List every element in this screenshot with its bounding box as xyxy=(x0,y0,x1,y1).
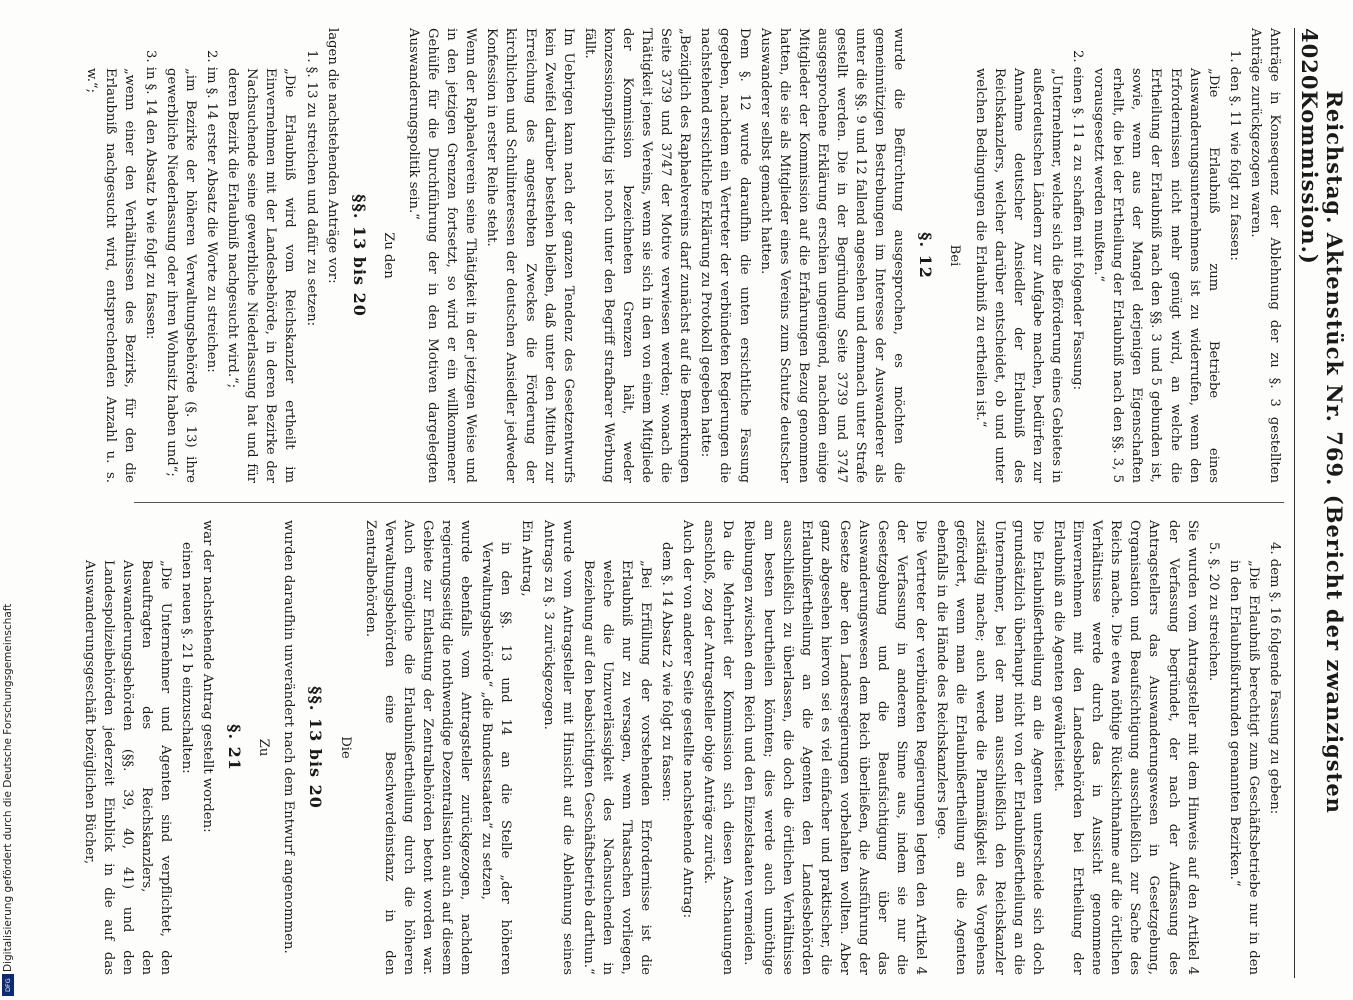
paragraph: Da die Mehrheit der Kommission sich diesen Anschauungen anschloß, zog der Antragsteller obige Anträge zurück. xyxy=(701,520,736,975)
funding-note-text: Digitalisierung gefördert durch die Deutsche Forschungsgemeinschaft xyxy=(2,603,14,972)
paragraph: Die Erlaubnißertheilung an die Agenten unterscheide sich doch grundsätzlich überhaupt nicht von der Erlaubnißertheilung an die Unternehmer, bei der man ausschließlich den Reichskanzler zuständig mache; auch werde die Planmäßigkeit des Vorgehens gefördert, wenn man die Erlaubnißertheilung an die Agenten ebenfalls in die Hände des Reichskanzlers lege. xyxy=(934,520,1045,975)
paragraph: „Die Erlaubniß zum Betriebe eines Auswanderungsunternehmens ist zu widerrufen, wenn den Erfordernissen nicht mehr genügt wird, an welche die Ertheilung der Erlaubniß nach den §§. 3 und 5 gebunden ist, sowie, wenn aus der Mangel derjenigen Eigenschaften erhellt, die bei der Ertheilung der Erlaubniß nach den §§. 3, 5 vorausgesetzt werden mußten.“ xyxy=(1091,68,1221,483)
document-page xyxy=(28,28,1347,978)
paragraph: Zu xyxy=(256,738,272,757)
paragraph: „im Bezirke der höheren Verwaltungsbehörde (§. 13) ihre gewerbliche Niederlassung oder ihren Wohnsitz haben und“; xyxy=(163,68,199,483)
page-title: Reichstag. Aktenstück Nr. 769. (Bericht der zwanzigsten Kommission.) xyxy=(1297,90,1347,814)
paragraph: Auch der von anderer Seite gestellte nachstehende Antrag: xyxy=(680,520,696,919)
paragraph: „Unternehmer, welche sich die Beförderung eines Gebietes in außerdeutschen Ländern zur Aufgabe machen, bedürfen zur Annahme deutscher Ansiedler der Erlaubniß des Reichskanzlers, welcher darüber entscheidet, ob und unter welchen Bedingungen die Erlaubniß zu ertheilen ist.“ xyxy=(972,68,1064,483)
paragraph: 1. §. 13 zu streichen und dafür zu setzen: xyxy=(303,50,319,327)
paragraph: 5. §. 20 zu streichen. xyxy=(1205,542,1221,682)
paragraph: „Bezüglich des Raphaelvereins darf zunächst auf die Bemerkungen Seite 3739 und 3747 der Motive verwiesen werden; wonach die Thätigkeit jenes Vereins, wenn sie sich in den von einem Mitgliede der Kommission bezeichneten Grenzen hält, weder konzessionspflichtig ist noch unter den Begriff strafbarer Werbung fällt. xyxy=(581,28,693,483)
paragraph: Bei xyxy=(947,244,963,267)
paragraph: einen neuen §. 21 b einzuschalten: xyxy=(179,542,195,774)
rotated-content xyxy=(28,28,1347,978)
paragraph: Die Vertreter der verbündeten Regierungen legten den Artikel 4 der Verfassung in anderem Sinne aus, indem sie nur die Gesetzgebung und die Beaufsichtigung über das Auswanderungswesen dem Reich überließen, die Ausführung der Gesetze aber den Landesregierungen vorbehalten wollten. Aber ganz abgesehen hiervon sei es viel einfacher und praktischer, die Erlaubnißertheilung an die Agenten den Landesbehörden ausschließlich zu überlassen, die doch die örtlichen Verhältnisse am besten beurtheilen könnten; dies werde auch unnöthige Reibungen zwischen dem Reich und den Einzelstaaten vermeiden. xyxy=(741,520,929,975)
section-heading: §. 12 xyxy=(916,232,936,279)
section-heading: §§. 13 bis 20 xyxy=(349,194,369,317)
paragraph: in den §§. 13 und 14 an die Stelle „der höheren Verwaltungsbehörde“ „die Bundesstaaten“ zu setzen, xyxy=(479,542,514,975)
paragraph: Im Uebrigen kann nach der ganzen Tendenz des Gesetzentwurfs kein Zweifel darüber bestehen bleiben, daß unter den Mitteln zur Erreichung des angestrebten Zweckes die Förderung der kirchlichen und Schulinteressen der deutschen Ansiedler jedweder Konfession in erster Reihe steht. xyxy=(484,28,576,483)
paragraph: „Die Unternehmer und Agenten sind verpflichtet, den Beauftragten des Reichskanzlers, den Auswanderungsbehörden (§§. 39, 40, 41) und den Landespolizeibehörden jederzeit Einblick in die auf das Auswanderungsgeschäft bezüglichen Bücher, xyxy=(81,560,173,975)
section-heading: §. 21 xyxy=(225,724,245,771)
paragraph: „Bei Erfüllung der vorstehenden Erfordernisse ist die Erlaubniß nur zu versagen, wenn Thatsachen vorliegen, welche die Unzuverlässigkeit des Nachsuchenden in Beziehung auf den beabsichtigten Geschäftsbetrieb darthun.“ xyxy=(580,560,653,975)
section-heading: §§. 13 bis 20 xyxy=(306,686,326,809)
paragraph: dem §. 14 Absatz 2 wie folgt zu fassen: xyxy=(659,542,675,802)
paragraph: Zu den xyxy=(380,232,396,279)
paragraph: „Die Erlaubniß wird vom Reichskanzler ertheilt im Einvernehmen mit der Landesbehörde, in deren Bezirke der Nachsuchende seine gewerbliche Niederlassung hat und für deren Bezirk die Erlaubniß nachgesucht wird.“; xyxy=(225,68,298,483)
paragraph: lagen die nachstehenden Anträge vor: xyxy=(324,28,340,284)
dfg-logo: DFG xyxy=(2,974,14,996)
funding-note xyxy=(2,12,16,972)
paragraph: war der nachstehende Antrag gestellt worden: xyxy=(200,520,216,833)
paragraph: wurden daraufhin unverändert nach dem Entwurf angenommen. xyxy=(281,520,297,954)
paragraph: Wenn der Raphaelverein seine Thätigkeit in der jetzigen Weise und in den jetzigen Grenzen fortsetzt, so wird er ein willkommener Gehülfe für die Durchführung der in den Motiven dargelegten Auswanderungspolitik sein.“ xyxy=(405,28,479,483)
right-column xyxy=(81,520,1284,975)
paragraph: Anträge in Konsequenz der Ablehnung der zu §. 3 gestellten Anträge zurückgezogen waren. xyxy=(1247,28,1282,483)
paragraph: Sie wurden vom Antragsteller mit dem Hinweis auf den Artikel 4 der Verfassung begründet, der nach der Auffassung des Antragstellers das Auswanderungswesen in Gesetzgebung, Organisation und Beaufsichtigung ausschließlich zur Sache des Reichs mache. Die etwa nöthige Rücksichtnahme auf die örtlichen Verhältnisse werde durch das in Aussicht genommene Einvernehmen mit den Landesbehörden bei Ertheilung der Erlaubniß an die Agenten gewährleistet. xyxy=(1050,520,1200,975)
paragraph: 4. dem §. 16 folgende Fassung zu geben: xyxy=(1267,542,1282,815)
paragraph: „wenn einer den Verhältnissen des Bezirks, für den die Erlaubniß nachgesucht wird, entsprechenden Anzahl u. s. w.“; xyxy=(83,68,137,483)
paragraph: 1. den §. 11 wie folgt zu fassen: xyxy=(1226,50,1242,261)
column-divider xyxy=(134,502,1284,503)
paragraph: Ein Antrag, xyxy=(519,520,535,597)
page-header xyxy=(1294,28,1347,978)
paragraph: Dem §. 12 wurde daraufhin die unten ersichtliche Fassung gegeben, nachdem ein Vertreter der verbündeten Regierungen die nachstehend ersichtliche Erklärung zu Protokoll gegeben hatte: xyxy=(698,28,752,483)
paragraph: 2. einen §. 11 a zu schaffen mit folgender Fassung: xyxy=(1070,50,1086,391)
paragraph: wurde die Befürchtung ausgesprochen, es möchten die gemeinnützigen Bestrebungen im Interesse der Auswanderer als unter die §§. 9 und 12 fallend angesehen und demnach unter Strafe gestellt werden. Die in der Begründung Seite 3739 und 3747 ausgesprochene Erklärung erschien ungenügend, nachdem einige Mitglieder der Kommission auf die Erfahrungen Bezug genommen hatten, die sie als Mitglieder eines Vereins zum Schutze deutscher Auswanderer selbst gemacht hatten. xyxy=(757,28,907,483)
paragraph: wurde vom Antragsteller mit Hinsicht auf die Ablehnung seines Antrags zu §. 3 zurückgezogen. xyxy=(540,520,575,975)
page-number: 4020 xyxy=(1297,28,1322,91)
paragraph: Die xyxy=(337,736,353,759)
paragraph: „Die Erlaubniß berechtigt zum Geschäftsbetriebe nur in den in den Erlaubnißurkunden genannten Bezirken.“ xyxy=(1226,560,1261,975)
paragraph: 3. in §. 14 den Absatz b wie folgt zu fassen: xyxy=(142,50,158,340)
paragraph: wurde ebenfalls vom Antragsteller zurückgezogen, nachdem regierungsseitig die nothwendige Dezentralisation auch auf diesem Gebiete zur Entlastung der Zentralbehörden betont worden war. Auch ermögliche die Erlaubnißertheilung durch die höheren Verwaltungsbehörden eine Beschwerdeinstanz in den Zentralbehörden. xyxy=(362,520,474,975)
paragraph: 2. im §. 14 erster Absatz die Worte zu streichen: xyxy=(204,50,220,373)
left-column xyxy=(83,28,1284,483)
